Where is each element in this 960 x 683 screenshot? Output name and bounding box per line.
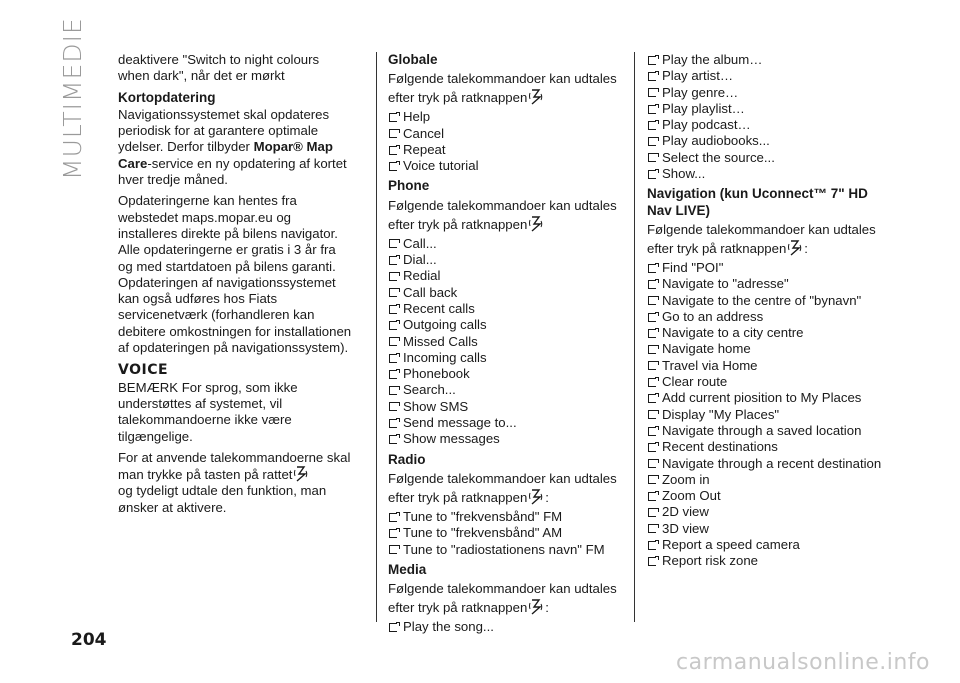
list-item: Report risk zone <box>647 553 887 569</box>
list-item: Play podcast… <box>647 117 887 133</box>
bullet-icon <box>389 545 397 554</box>
list-item: Play playlist… <box>647 101 887 117</box>
list-phone <box>388 236 628 448</box>
intro-phone: Følgende talekommandoer kan udtales efter tryk på ratknappen <box>388 197 617 232</box>
voice-command-icon <box>294 466 308 482</box>
list-item: Show messages <box>388 431 628 447</box>
list-item: Cancel <box>388 126 628 142</box>
section-side-title: MULTIMEDIE <box>58 17 87 180</box>
bullet-icon <box>389 162 397 171</box>
list-item: Play the song... <box>388 619 628 635</box>
list-item: Add current piosition to My Places <box>647 390 887 406</box>
bullet-icon <box>648 313 656 322</box>
list-navigation <box>647 260 887 570</box>
list-item: Play artist… <box>647 68 887 84</box>
list-item: Navigate through a recent destination <box>647 456 887 472</box>
bullet-icon <box>648 72 656 81</box>
voice-command-icon <box>529 89 543 105</box>
list-item: Phonebook <box>388 366 628 382</box>
intro-radio: Følgende talekommandoer kan udtales efter tryk på ratknappen : <box>388 470 617 505</box>
list-item: Recent destinations <box>647 439 887 455</box>
bullet-icon <box>648 557 656 566</box>
intro-media: Følgende talekommandoer kan udtales efter tryk på ratknappen : <box>388 581 617 616</box>
bullet-icon <box>648 361 656 370</box>
bullet-icon <box>389 435 397 444</box>
bullet-icon <box>389 513 397 522</box>
bullet-icon <box>389 386 397 395</box>
bullet-icon <box>648 475 656 484</box>
list-item: Play genre… <box>647 85 887 101</box>
list-item: Outgoing calls <box>388 317 628 333</box>
list-item: Go to an address <box>647 309 887 325</box>
list-item: Call... <box>388 236 628 252</box>
list-item: Clear route <box>647 374 887 390</box>
voice-command-icon <box>529 216 543 232</box>
bullet-icon <box>389 113 397 122</box>
heading-radio: Radio <box>388 451 426 467</box>
list-item: Help <box>388 109 628 125</box>
bullet-icon <box>389 272 397 281</box>
list-item: Send message to... <box>388 415 628 431</box>
list-item: Repeat <box>388 142 628 158</box>
list-item: Travel via Home <box>647 358 887 374</box>
list-item: Show... <box>647 166 887 182</box>
bullet-icon <box>648 378 656 387</box>
bullet-icon <box>389 129 397 138</box>
bullet-icon <box>648 524 656 533</box>
voice-command-icon <box>788 240 802 256</box>
list-radio <box>388 509 628 558</box>
list-item: Search... <box>388 382 628 398</box>
paragraph-note: BEMÆRK For sprog, som ikke understøttes af systemet, vil talekommandoerne ikke være tilgængelige. <box>118 379 298 444</box>
heading-kortopdatering: Kortopdatering <box>118 89 216 105</box>
list-item: 3D view <box>647 521 887 537</box>
bullet-icon <box>648 459 656 468</box>
bullet-icon <box>648 410 656 419</box>
bullet-icon <box>389 370 397 379</box>
bullet-icon <box>648 88 656 97</box>
list-item: Redial <box>388 268 628 284</box>
heading-navigation: Navigation (kun Uconnect™ 7" HD Nav LIVE) <box>647 186 868 218</box>
bullet-icon <box>648 296 656 305</box>
column-divider <box>634 52 635 622</box>
list-globale <box>388 109 628 174</box>
paragraph-map-care: Navigationssystemet skal opdateres periodisk for at garantere optimale ydelser. Derfor tilbyder Mopar® Map Care-service en ny opdatering af kortet hver tredje måned. <box>118 106 347 188</box>
list-item: Incoming calls <box>388 350 628 366</box>
bullet-icon <box>648 153 656 162</box>
bullet-icon <box>648 56 656 65</box>
list-item: Navigate home <box>647 341 887 357</box>
intro-globale: Følgende talekommandoer kan udtales efter tryk på ratknappen <box>388 71 617 106</box>
column-1 <box>118 52 354 521</box>
bullet-icon <box>648 541 656 550</box>
list-item: Navigate to the centre of "bynavn" <box>647 293 887 309</box>
bullet-icon <box>389 354 397 363</box>
bullet-icon <box>389 402 397 411</box>
voice-command-icon <box>529 599 543 615</box>
bullet-icon <box>389 146 397 155</box>
list-item: Play the album… <box>647 52 887 68</box>
list-item: Recent calls <box>388 301 628 317</box>
list-item: Call back <box>388 285 628 301</box>
list-item: Play audiobooks... <box>647 133 887 149</box>
page-number: 204 <box>71 630 107 650</box>
list-media <box>388 619 628 635</box>
column-3 <box>647 52 887 573</box>
mopar-map-care: Mopar® Map Care <box>118 139 333 171</box>
bullet-icon <box>389 256 397 265</box>
list-item: Dial... <box>388 252 628 268</box>
bullet-icon <box>648 121 656 130</box>
list-item: Select the source... <box>647 150 887 166</box>
list-item: Zoom in <box>647 472 887 488</box>
bullet-icon <box>389 419 397 428</box>
bullet-icon <box>648 170 656 179</box>
intro-navigation: Følgende talekommandoer kan udtales efter tryk på ratknappen : <box>647 221 876 256</box>
list-item: Display "My Places" <box>647 407 887 423</box>
list-item: Navigate to a city centre <box>647 325 887 341</box>
bullet-icon <box>648 280 656 289</box>
bullet-icon <box>389 305 397 314</box>
bullet-icon <box>389 529 397 538</box>
list-item: Voice tutorial <box>388 158 628 174</box>
list-item: Navigate to "adresse" <box>647 276 887 292</box>
list-item: Report a speed camera <box>647 537 887 553</box>
list-item: Show SMS <box>388 399 628 415</box>
bullet-icon <box>389 288 397 297</box>
list-item: 2D view <box>647 504 887 520</box>
list-item: Tune to "frekvensbånd" AM <box>388 525 628 541</box>
watermark: carmanualsonline.info <box>676 650 930 675</box>
voice-command-icon <box>529 489 543 505</box>
bullet-icon <box>389 239 397 248</box>
column-divider <box>376 52 377 622</box>
bullet-icon <box>648 508 656 517</box>
heading-voice: VOICE <box>118 362 169 379</box>
list-item: Tune to "radiostationens navn" FM <box>388 542 628 558</box>
list-item: Missed Calls <box>388 334 628 350</box>
paragraph-updates: Opdateringerne kan hentes fra webstedet maps.mopar.eu og installeres direkte på bilens navigator. Alle opdateringerne er gratis i 3 år fra og med startdatoen på bilens garanti. Opdateringen af navigationssystemet kan også udføres hos Fiats servicenetværk (forhandleren kan debitere omkostningen for installationen af opdateringen på navigationssystem). <box>118 193 352 356</box>
bullet-icon <box>648 329 656 338</box>
bullet-icon <box>648 137 656 146</box>
bullet-icon <box>648 443 656 452</box>
list-item: Find "POI" <box>647 260 887 276</box>
list-item: Zoom Out <box>647 488 887 504</box>
bullet-icon <box>389 337 397 346</box>
list-media-cont <box>647 52 887 182</box>
heading-media: Media <box>388 561 427 577</box>
paragraph-voice-usage: For at anvende talekommandoerne skal man trykke på tasten på rattet og tydeligt udtale den funktion, man ønsker at aktivere. <box>118 449 351 515</box>
column-2 <box>388 52 628 638</box>
bullet-icon <box>648 394 656 403</box>
heading-globale: Globale <box>388 52 438 67</box>
paragraph: deaktivere "Switch to night colours when dark", når det er mørkt <box>118 52 320 84</box>
bullet-icon <box>389 623 397 632</box>
list-item: Tune to "frekvensbånd" FM <box>388 509 628 525</box>
bullet-icon <box>648 264 656 273</box>
bullet-icon <box>648 105 656 114</box>
heading-phone: Phone <box>388 178 430 194</box>
list-item: Navigate through a saved location <box>647 423 887 439</box>
bullet-icon <box>648 492 656 501</box>
bullet-icon <box>648 345 656 354</box>
bullet-icon <box>389 321 397 330</box>
bullet-icon <box>648 427 656 436</box>
